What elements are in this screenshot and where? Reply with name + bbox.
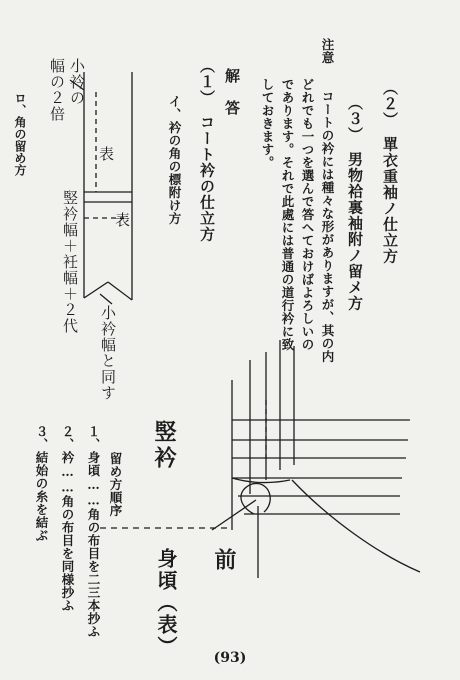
step-1: １、身頃……角の布目を二三本抄ふ xyxy=(86,425,101,638)
answer-1-title: （１） コート衿の仕立方 xyxy=(198,58,216,243)
note-line-2: どれでも一つを選んで答へておけばよろしいの xyxy=(300,78,315,351)
hw-mihaba: 身頃（表） xyxy=(154,548,178,658)
hw-omote-2: 表 xyxy=(113,212,131,228)
note-line-4: しておきます。 xyxy=(260,78,275,169)
hw-mae: 前 xyxy=(211,548,236,574)
note-line-3: であります。それで此處には普通の道行衿に致 xyxy=(280,78,295,351)
step-2: ２、衿……角の布目を同様抄ふ xyxy=(60,425,75,612)
answer-1-item: イ、衿の角の標附け方 xyxy=(167,95,182,225)
item-ro: ロ、角の留め方 xyxy=(13,92,27,176)
hw-right: 小衿幅と同す xyxy=(99,305,117,401)
collar-mark-diagram xyxy=(70,72,132,304)
page-number: (93) xyxy=(213,650,247,666)
answer-label: 解 答 xyxy=(223,68,241,116)
hw-left-2: 幅の２倍 xyxy=(48,58,66,122)
corner-stitch-diagram xyxy=(100,340,420,578)
hw-omote-1: 表 xyxy=(97,146,115,162)
note-line-1: コートの衿には種々な形がありますが、其の内 xyxy=(320,90,335,363)
hw-tatemae: 竪衿幅＋衽幅＋２代 xyxy=(61,190,79,334)
hw-tatemae-big: 竪衿 xyxy=(151,420,176,472)
hw-left-1: 小衿の xyxy=(68,58,86,106)
note-label: 注意 xyxy=(320,38,335,64)
section3-title: （３） 男物袷裏袖附ノ留メ方 xyxy=(346,95,364,312)
steps-title: 留め方順序 xyxy=(108,452,123,517)
step-3: ３、結始の糸を結ぶ xyxy=(34,425,49,542)
section2-title: （２） 單衣重袖ノ仕立方 xyxy=(381,80,399,265)
